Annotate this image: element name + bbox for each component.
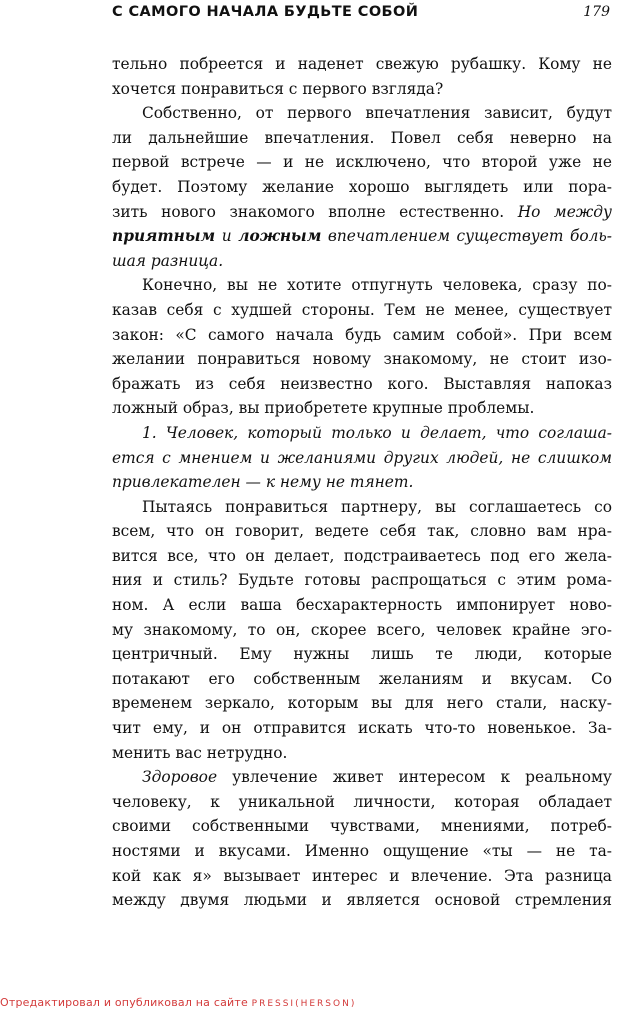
text-segment: приятным: [112, 227, 216, 246]
text-segment: привлекателен — к нему не тянет.: [112, 473, 414, 492]
text-segment: ли дальнейшие впечатления. Повел себя неверно на: [112, 128, 612, 147]
text-segment: всем, что он говорит, ведете себя так, словно вам нра-: [112, 522, 612, 541]
text-segment: кой как я» вызывает интерес и влечение. Эта разница: [112, 866, 612, 885]
text-segment: казав себя с худшей стороны. Тем не менее, существует: [112, 300, 612, 319]
text-line: [112, 421, 620, 446]
text-segment: и: [215, 227, 239, 246]
text-segment: человеку, к уникальной личности, которая обладает: [112, 792, 612, 811]
text-segment: чит ему, и он отправится искать что-то новенькое. За-: [112, 719, 612, 738]
text-segment: увлечение живет интересом к реальному: [217, 768, 612, 787]
text-segment: ном. А если ваша бесхарактерность импонирует ново-: [112, 596, 612, 615]
text-line: [112, 741, 620, 766]
text-segment: желании понравиться новому знакомому, не стоит изо-: [112, 350, 612, 369]
text-line: [112, 52, 620, 77]
text-segment: будет. Поэтому желание хорошо выглядеть или пора-: [112, 177, 612, 196]
text-segment: потакают его собственным желаниям и вкусам. Со: [112, 669, 612, 688]
text-segment: Конечно, вы не хотите отпугнуть человека, сразу по-: [142, 276, 612, 295]
text-line: [112, 691, 620, 716]
text-line: [112, 888, 620, 913]
text-segment: своими собственными чувствами, мнениями, потреб-: [112, 817, 612, 836]
text-line: [112, 470, 620, 495]
text-segment: му знакомому, то он, скорее всего, человек крайне эго-: [112, 620, 612, 639]
text-line: [112, 77, 620, 102]
text-segment: временем зеркало, которым вы для него стали, наску-: [112, 694, 612, 713]
text-segment: вится все, что он делает, подстраиваетесь под его жела-: [112, 546, 612, 565]
text-line: [112, 150, 620, 175]
text-segment: Здоровое: [142, 768, 218, 787]
text-line: [112, 765, 620, 790]
text-segment: ложным: [238, 227, 322, 246]
text-segment: тельно побреется и наденет свежую рубашку. Кому не: [112, 55, 612, 73]
text-line: [112, 790, 620, 815]
text-line: [112, 273, 620, 298]
text-line: [112, 814, 620, 839]
text-line: [112, 249, 620, 274]
text-segment: ложный образ, вы приобретете крупные проблемы.: [112, 399, 535, 418]
text-line: [112, 618, 620, 643]
text-segment: менить вас нетрудно.: [112, 743, 288, 762]
text-line: [112, 298, 620, 323]
text-segment: Но между: [517, 202, 612, 221]
text-segment: ния и стиль? Будьте готовы распрощаться с этим рома-: [112, 571, 612, 590]
text-line: [112, 544, 620, 569]
text-line: [112, 642, 620, 667]
page-body-text: [112, 52, 620, 913]
text-segment: хочется понравиться с первого взгляда?: [112, 79, 444, 98]
text-segment: бражать из себя неизвестно кого. Выставляя напоказ: [112, 374, 612, 393]
text-segment: ностями и вкусами. Именно ощущение «ты — не та-: [112, 842, 612, 860]
text-line: [112, 175, 620, 200]
text-segment: между двумя людьми и является основой стремления: [112, 891, 612, 910]
text-line: [112, 101, 620, 126]
text-line: [112, 716, 620, 741]
text-line: [112, 446, 620, 471]
text-line: [112, 495, 620, 520]
text-line: [112, 864, 620, 889]
text-line: [112, 372, 620, 397]
footer-site-brand: PRESSI(HERSON): [251, 999, 357, 1009]
text-line: [112, 568, 620, 593]
text-segment: впечатлением существует боль-: [321, 227, 612, 246]
text-segment: закон: «С самого начала будь самим собой». При всем: [112, 325, 612, 344]
text-line: [112, 519, 620, 544]
footer-credit-text: Отредактировал и опубликовал на сайте: [0, 996, 248, 1009]
text-segment: первой встрече — и не исключено, что второй уже не: [112, 153, 612, 172]
text-segment: 1. Человек, который только и делает, что соглаша-: [142, 423, 612, 442]
running-header-title: С САМОГО НАЧАЛА БУДЬТЕ СОБОЙ: [112, 4, 419, 20]
text-segment: ется с мнением и желаниями других людей, не слишком: [112, 448, 612, 467]
text-segment: шая разница.: [112, 251, 224, 270]
text-line: [112, 839, 620, 864]
text-line: [112, 396, 620, 421]
text-segment: зить нового знакомого вполне естественно.: [112, 202, 518, 221]
text-line: [112, 323, 620, 348]
running-header: [112, 4, 610, 26]
text-line: [112, 200, 620, 225]
text-segment: Пытаясь понравиться партнеру, вы соглашаетесь со: [142, 497, 612, 516]
page-number: 179: [583, 4, 610, 20]
text-segment: центричный. Ему нужны лишь те люди, которые: [112, 645, 612, 664]
text-line: [112, 667, 620, 692]
text-segment: Собственно, от первого впечатления зависит, будут: [142, 104, 612, 123]
text-line: [112, 347, 620, 372]
footer-credit: [0, 996, 356, 1009]
text-line: [112, 126, 620, 151]
text-line: [112, 224, 620, 249]
text-line: [112, 593, 620, 618]
